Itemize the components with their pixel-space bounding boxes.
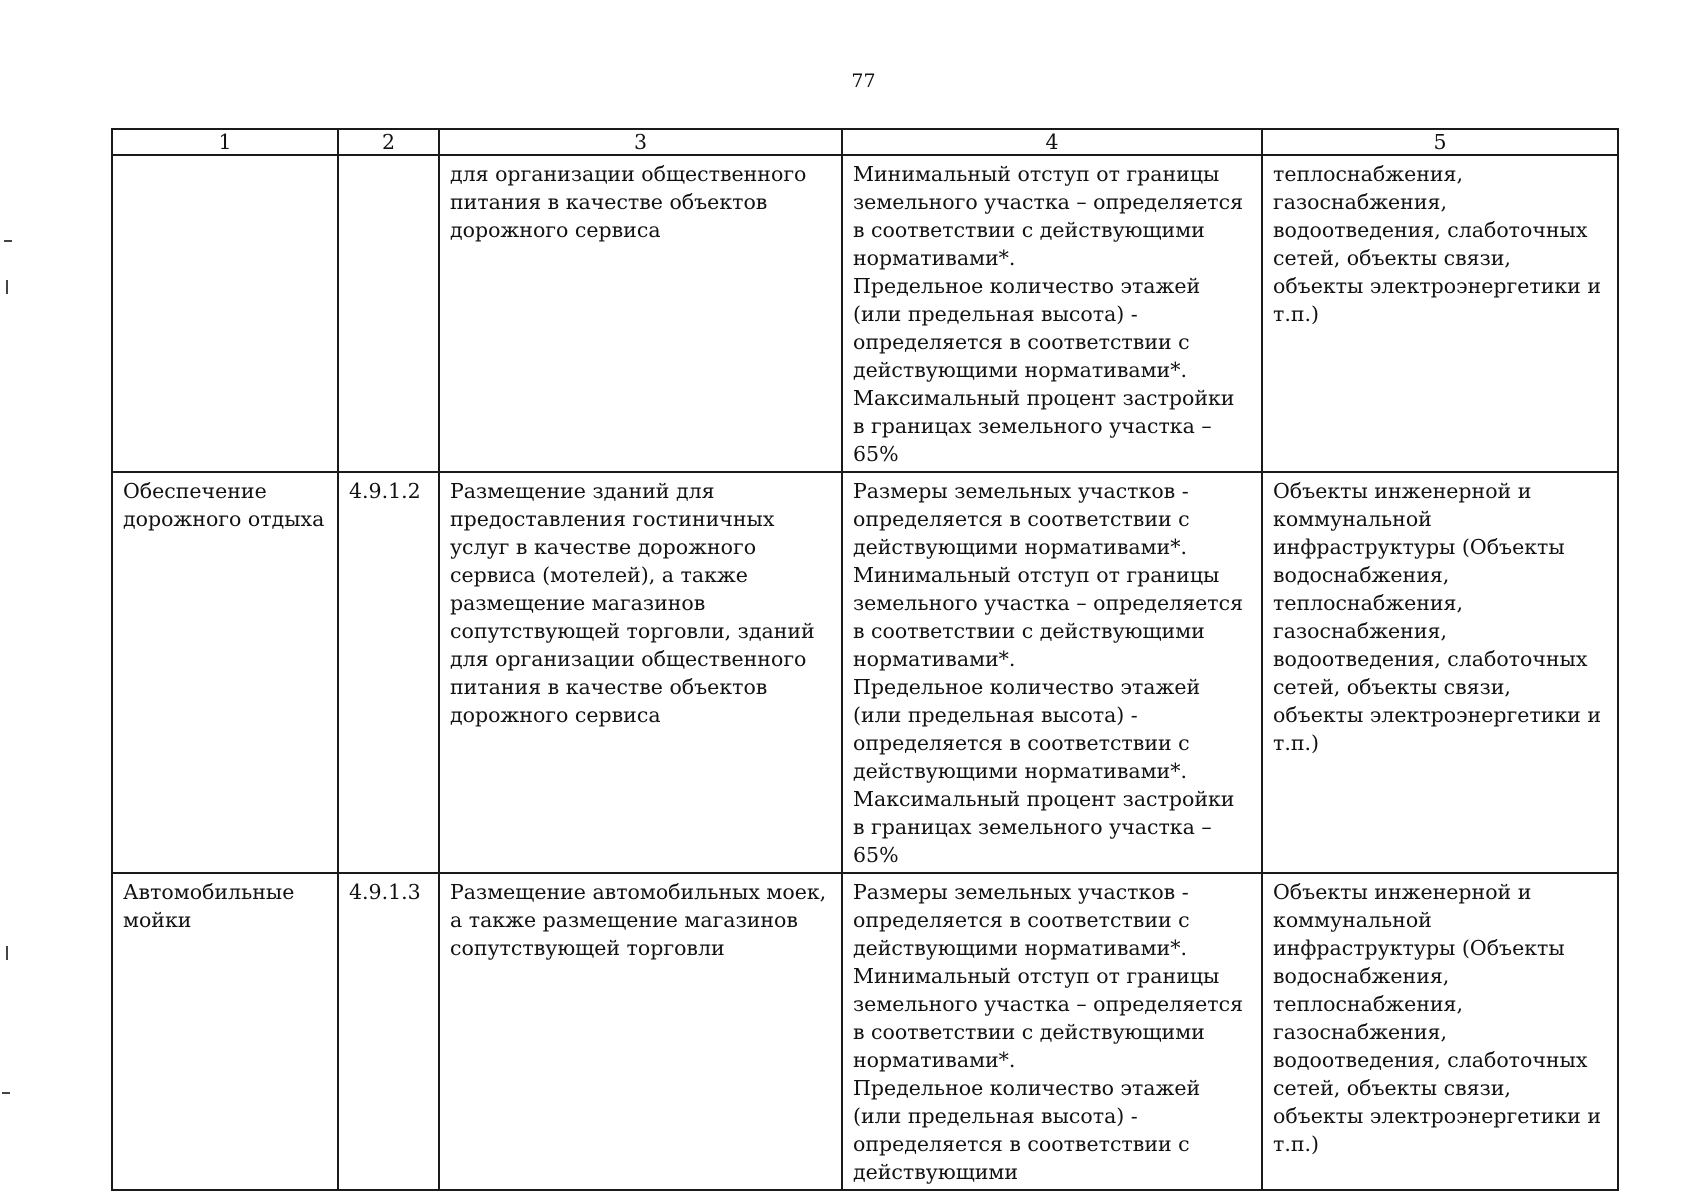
cell-infrastructure: Объекты инженерной и коммунальной инфраструктуры (Объекты водоснабжения, теплоснабжения, газоснабжения, водоотведения, слаботочных сетей, объекты связи, объекты электроэнергетики и т.п.) — [1262, 873, 1618, 1190]
table-row — [112, 155, 1618, 472]
cell-use-code — [338, 155, 439, 472]
cell-infrastructure: теплоснабжения, газоснабжения, водоотведения, слаботочных сетей, объекты связи, объекты электроэнергетики и т.п.) — [1262, 155, 1618, 472]
scan-mark — [6, 946, 8, 960]
cell-parameters: Размеры земельных участков - определяется в соответствии с действующими нормативами*. Минимальный отступ от границы земельного участка – определяется в соответствии с действующими нормативами*. Предельное количество этажей (или предельная высота) - определяется в соответствии с действующими нормативами*. Максимальный процент застройки в границах земельного участка – 65% — [842, 472, 1262, 873]
cell-use-description: для организации общественного питания в качестве объектов дорожного сервиса — [439, 155, 842, 472]
cell-parameters: Размеры земельных участков - определяется в соответствии с действующими нормативами*. Минимальный отступ от границы земельного участка – определяется в соответствии с действующими нормативами*. Предельное количество этажей (или предельная высота) - определяется в соответствии с действующими — [842, 873, 1262, 1190]
cell-infrastructure: Объекты инженерной и коммунальной инфраструктуры (Объекты водоснабжения, теплоснабжения, газоснабжения, водоотведения, слаботочных сетей, объекты связи, объекты электроэнергетики и т.п.) — [1262, 472, 1618, 873]
table-row — [112, 873, 1618, 1190]
cell-use-code: 4.9.1.2 — [338, 472, 439, 873]
cell-use-description: Размещение автомобильных моек, а также размещение магазинов сопутствующей торговли — [439, 873, 842, 1190]
cell-use-name — [112, 155, 338, 472]
cell-use-code: 4.9.1.3 — [338, 873, 439, 1190]
cell-use-name: Автомобильные мойки — [112, 873, 338, 1190]
header-col-3: 3 — [439, 129, 842, 155]
scan-mark — [6, 280, 8, 294]
scan-mark — [2, 1092, 10, 1094]
header-col-4: 4 — [842, 129, 1262, 155]
scan-mark — [4, 240, 12, 242]
zoning-table — [111, 128, 1619, 1191]
cell-parameters: Минимальный отступ от границы земельного участка – определяется в соответствии с действующими нормативами*. Предельное количество этажей (или предельная высота) - определяется в соответствии с действующими нормативами*. Максимальный процент застройки в границах земельного участка – 65% — [842, 155, 1262, 472]
header-row — [112, 129, 1618, 155]
header-col-2: 2 — [338, 129, 439, 155]
header-col-5: 5 — [1262, 129, 1618, 155]
cell-use-name: Обеспечение дорожного отдыха — [112, 472, 338, 873]
page-number: 77 — [851, 70, 876, 92]
cell-use-description: Размещение зданий для предоставления гостиничных услуг в качестве дорожного сервиса (мотелей), а также размещение магазинов сопутствующей торговли, зданий для организации общественного питания в качестве объектов дорожного сервиса — [439, 472, 842, 873]
header-col-1: 1 — [112, 129, 338, 155]
table-row — [112, 472, 1618, 873]
